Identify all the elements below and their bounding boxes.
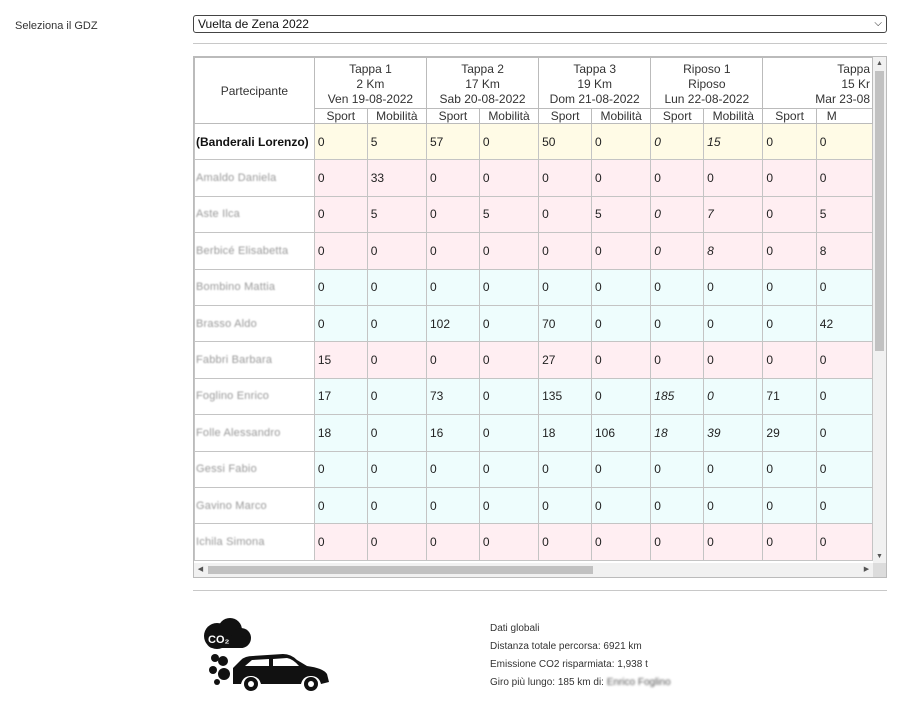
gdz-label: Seleziona il GDZ: [15, 20, 98, 32]
sport-cell: 18: [539, 415, 592, 451]
mobility-cell: 7: [704, 196, 763, 232]
sport-cell: 185: [651, 378, 704, 414]
sport-cell: 17: [314, 378, 367, 414]
table-row: [195, 524, 873, 560]
table-row: [195, 233, 873, 269]
mobility-cell: 0: [816, 124, 872, 160]
sport-cell: 0: [651, 160, 704, 196]
sport-cell: 0: [651, 342, 704, 378]
mobility-cell: 0: [479, 305, 538, 341]
participant-name: Bombino Mattia: [195, 269, 315, 305]
sport-cell: 0: [314, 160, 367, 196]
vertical-scrollbar[interactable]: [873, 57, 886, 563]
sport-cell: 0: [763, 233, 816, 269]
mobility-cell: 0: [704, 451, 763, 487]
participant-name: (Banderali Lorenzo): [195, 124, 315, 160]
sport-cell: 0: [651, 196, 704, 232]
sport-cell: 0: [314, 196, 367, 232]
mobility-cell: 0: [479, 269, 538, 305]
participant-name: Fabbri Barbara: [195, 342, 315, 378]
sport-cell: 50: [539, 124, 592, 160]
participant-name: Ichila Simona: [195, 524, 315, 560]
mobility-cell: 0: [704, 342, 763, 378]
mobility-cell: 15: [704, 124, 763, 160]
sport-cell: 0: [763, 524, 816, 560]
mobility-cell: 0: [704, 487, 763, 523]
gdz-select-value: Vuelta de Zena 2022: [198, 17, 309, 31]
sport-cell: 0: [539, 160, 592, 196]
table-row: [195, 160, 873, 196]
mobility-cell: 0: [592, 342, 651, 378]
mobility-cell: 0: [367, 451, 426, 487]
mobility-cell: 0: [816, 378, 872, 414]
mobility-cell: 0: [816, 342, 872, 378]
mobility-cell: 0: [479, 233, 538, 269]
sport-cell: 0: [539, 269, 592, 305]
participant-name: Gessi Fabio: [195, 451, 315, 487]
mobility-cell: 33: [367, 160, 426, 196]
mobility-cell: 0: [479, 342, 538, 378]
sport-cell: 27: [539, 342, 592, 378]
mobility-cell: 42: [816, 305, 872, 341]
mobility-cell: 0: [367, 305, 426, 341]
stats-title: Dati globali: [490, 623, 540, 634]
mobility-cell: 0: [704, 160, 763, 196]
mobility-cell: 0: [592, 124, 651, 160]
sport-cell: 0: [763, 342, 816, 378]
sport-cell: 29: [763, 415, 816, 451]
mobility-subheader: Mobilità: [479, 109, 538, 124]
scroll-down-icon[interactable]: ▼: [876, 553, 883, 560]
mobility-cell: 0: [704, 269, 763, 305]
sport-cell: 0: [426, 451, 479, 487]
mobility-cell: 5: [592, 196, 651, 232]
sport-cell: 0: [651, 524, 704, 560]
sport-cell: 0: [314, 487, 367, 523]
car-co2-icon: [195, 616, 335, 692]
stage-header: Tappa 3 19 Km Dom 21-08-2022: [539, 58, 651, 109]
table-row: [195, 305, 873, 341]
sport-cell: 0: [314, 305, 367, 341]
vertical-scroll-thumb[interactable]: [875, 71, 884, 351]
mobility-cell: 5: [479, 196, 538, 232]
mobility-cell: 0: [367, 415, 426, 451]
mobility-cell: 0: [367, 487, 426, 523]
participant-name: Brasso Aldo: [195, 305, 315, 341]
mobility-cell: 0: [816, 269, 872, 305]
mobility-cell: 0: [704, 378, 763, 414]
table-row: [195, 378, 873, 414]
table-row: [195, 342, 873, 378]
sport-subheader: Sport: [539, 109, 592, 124]
participant-name: Gavino Marco: [195, 487, 315, 523]
sport-cell: 0: [651, 233, 704, 269]
participant-name: Foglino Enrico: [195, 378, 315, 414]
mobility-cell: 0: [479, 415, 538, 451]
mobility-cell: 0: [367, 378, 426, 414]
sport-cell: 0: [539, 487, 592, 523]
sport-cell: 16: [426, 415, 479, 451]
sport-cell: 0: [426, 233, 479, 269]
horizontal-scrollbar[interactable]: [194, 563, 873, 577]
sport-cell: 0: [651, 305, 704, 341]
sport-cell: 73: [426, 378, 479, 414]
sport-cell: 18: [651, 415, 704, 451]
mobility-cell: 0: [816, 524, 872, 560]
mobility-cell: 0: [704, 305, 763, 341]
scroll-right-icon[interactable]: ▶: [863, 566, 870, 573]
results-table-container[interactable]: [193, 56, 887, 578]
sport-cell: 0: [426, 524, 479, 560]
mobility-subheader: M: [816, 109, 872, 124]
mobility-subheader: Mobilità: [704, 109, 763, 124]
stats-longest: Giro più lungo: 185 km di: Enrico Foglino: [490, 677, 671, 688]
sport-cell: 0: [314, 233, 367, 269]
mobility-cell: 0: [479, 378, 538, 414]
mobility-subheader: Mobilità: [367, 109, 426, 124]
stage-header: Tappa 1 2 Km Ven 19-08-2022: [314, 58, 426, 109]
sport-cell: 0: [763, 160, 816, 196]
sport-cell: 0: [651, 124, 704, 160]
mobility-cell: 0: [816, 451, 872, 487]
stats-distance: Distanza totale percorsa: 6921 km: [490, 641, 642, 652]
mobility-cell: 5: [367, 124, 426, 160]
sport-cell: 0: [314, 451, 367, 487]
sport-cell: 0: [426, 160, 479, 196]
results-table: [194, 57, 873, 561]
sport-cell: 0: [763, 305, 816, 341]
longest-ride-name: Enrico Foglino: [606, 677, 671, 688]
mobility-cell: 8: [816, 233, 872, 269]
table-row: [195, 415, 873, 451]
sport-cell: 0: [763, 124, 816, 160]
mobility-cell: 0: [479, 524, 538, 560]
stage-header: Tappa 15 Kr Mar 23-08: [763, 58, 873, 109]
sport-subheader: Sport: [314, 109, 367, 124]
mobility-cell: 0: [367, 269, 426, 305]
sport-cell: 0: [314, 124, 367, 160]
sport-cell: 0: [763, 451, 816, 487]
divider: [193, 590, 887, 591]
table-row: [195, 124, 873, 160]
mobility-cell: 0: [816, 415, 872, 451]
sport-cell: 70: [539, 305, 592, 341]
mobility-cell: 0: [592, 233, 651, 269]
mobility-cell: 8: [704, 233, 763, 269]
mobility-cell: 0: [479, 124, 538, 160]
sport-subheader: Sport: [426, 109, 479, 124]
stage-header: Riposo 1 Riposo Lun 22-08-2022: [651, 58, 763, 109]
participant-header: Partecipante: [195, 58, 315, 124]
divider: [193, 43, 887, 44]
mobility-cell: 39: [704, 415, 763, 451]
mobility-subheader: Mobilità: [592, 109, 651, 124]
sport-cell: 18: [314, 415, 367, 451]
sport-cell: 57: [426, 124, 479, 160]
sport-cell: 0: [426, 196, 479, 232]
mobility-cell: 0: [592, 160, 651, 196]
participant-name: Berbicé Elisabetta: [195, 233, 315, 269]
sport-cell: 0: [539, 524, 592, 560]
mobility-cell: 5: [367, 196, 426, 232]
mobility-cell: 0: [592, 305, 651, 341]
table-row: [195, 269, 873, 305]
table-row: [195, 451, 873, 487]
table-row: [195, 487, 873, 523]
sport-cell: 0: [426, 342, 479, 378]
mobility-cell: 106: [592, 415, 651, 451]
mobility-cell: 0: [592, 524, 651, 560]
scrollbar-corner: [873, 563, 886, 577]
mobility-cell: 0: [479, 160, 538, 196]
sport-subheader: Sport: [651, 109, 704, 124]
participant-name: Aste Ilca: [195, 196, 315, 232]
sport-cell: 15: [314, 342, 367, 378]
horizontal-scroll-thumb[interactable]: [208, 566, 593, 574]
participant-name: Folle Alessandro: [195, 415, 315, 451]
sport-cell: 0: [763, 487, 816, 523]
mobility-cell: 0: [704, 524, 763, 560]
mobility-cell: 0: [592, 378, 651, 414]
gdz-select[interactable]: [193, 15, 887, 33]
sport-cell: 0: [314, 524, 367, 560]
mobility-cell: 0: [592, 269, 651, 305]
mobility-cell: 0: [479, 451, 538, 487]
stage-header: Tappa 2 17 Km Sab 20-08-2022: [426, 58, 538, 109]
table-row: [195, 196, 873, 232]
mobility-cell: 0: [816, 487, 872, 523]
sport-cell: 71: [763, 378, 816, 414]
sport-cell: 102: [426, 305, 479, 341]
participant-name: Amaldo Daniela: [195, 160, 315, 196]
stats-co2: Emissione CO2 risparmiata: 1,938 t: [490, 659, 648, 670]
table-viewport: [194, 57, 873, 563]
mobility-cell: 0: [367, 524, 426, 560]
scroll-up-icon[interactable]: ▲: [876, 60, 883, 67]
mobility-cell: 0: [592, 487, 651, 523]
sport-cell: 0: [651, 451, 704, 487]
sport-cell: 0: [651, 487, 704, 523]
chevron-down-icon: ⌵: [874, 18, 882, 29]
sport-cell: 135: [539, 378, 592, 414]
sport-cell: 0: [539, 233, 592, 269]
mobility-cell: 5: [816, 196, 872, 232]
scroll-left-icon[interactable]: ◀: [197, 566, 204, 573]
mobility-cell: 0: [816, 160, 872, 196]
sport-cell: 0: [539, 451, 592, 487]
mobility-cell: 0: [367, 233, 426, 269]
sport-cell: 0: [539, 196, 592, 232]
mobility-cell: 0: [592, 451, 651, 487]
sport-cell: 0: [651, 269, 704, 305]
sport-cell: 0: [314, 269, 367, 305]
mobility-cell: 0: [367, 342, 426, 378]
sport-subheader: Sport: [763, 109, 816, 124]
global-stats: [490, 620, 671, 692]
sport-cell: 0: [426, 269, 479, 305]
sport-cell: 0: [426, 487, 479, 523]
mobility-cell: 0: [479, 487, 538, 523]
co2-text: CO₂: [208, 634, 230, 646]
sport-cell: 0: [763, 196, 816, 232]
sport-cell: 0: [763, 269, 816, 305]
